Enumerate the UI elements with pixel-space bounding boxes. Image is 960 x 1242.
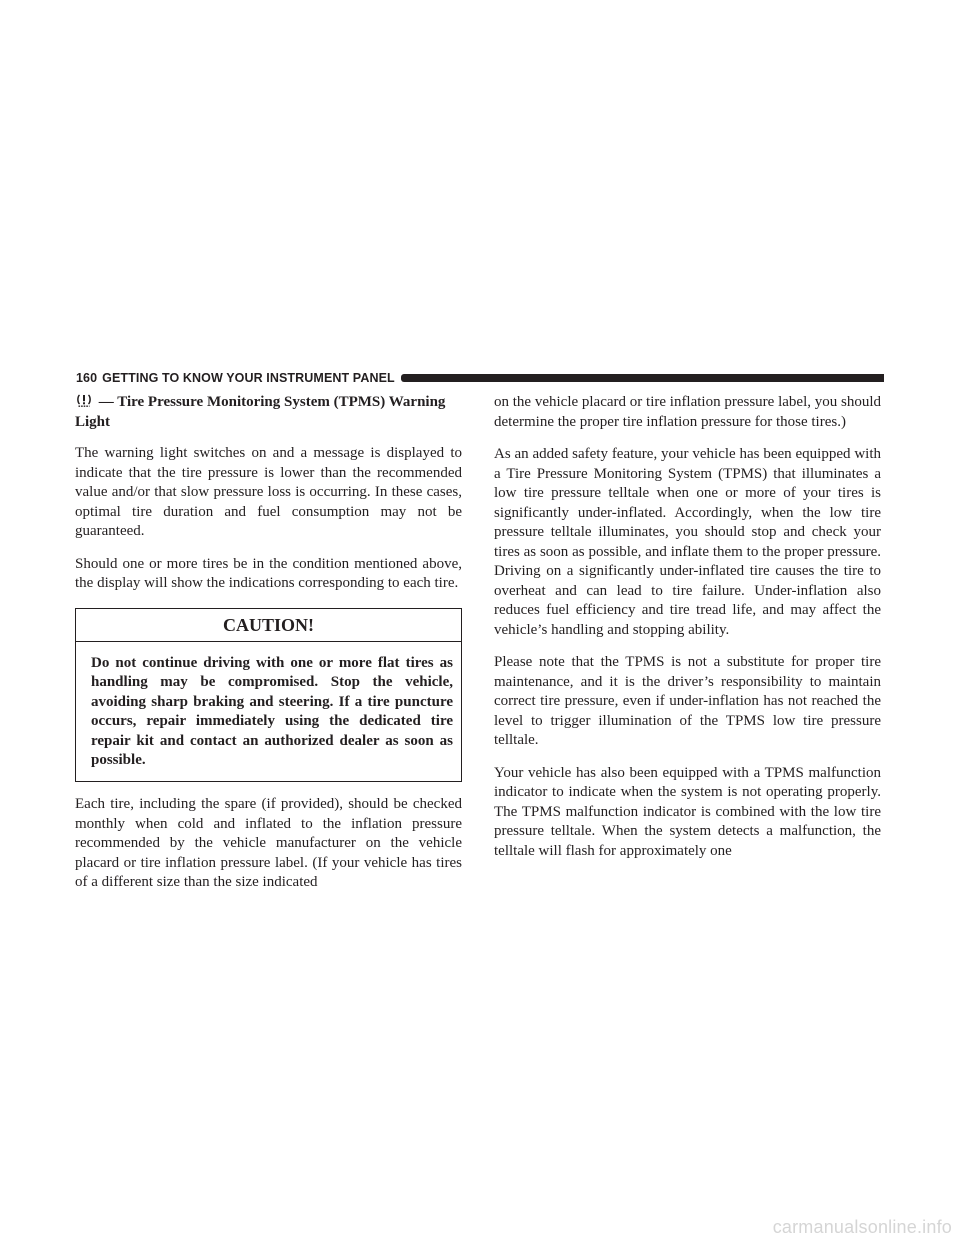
tpms-section-title: — Tire Pressure Monitoring System (TPMS) Warning Light [75, 394, 446, 430]
caution-text: Do not continue driving with one or more flat tires as handling may be compromised. Stop the vehicle, avoiding sharp braking and steering. If a tire puncture occurs, repair immediately using the dedicated tire repair kit and contact an authorized dealer as soon as possible. [91, 654, 453, 769]
paragraph: Your vehicle has also been equipped with a TPMS malfunction indicator to indicate when the system is not operating properly. The TPMS malfunction indicator is combined with the low tire pressure telltale. When the system detects a malfunction, the telltale will flash for approximately one [494, 764, 881, 859]
left-column [75, 393, 462, 906]
tpms-section-heading [75, 393, 462, 432]
paragraph: As an added safety feature, your vehicle has been equipped with a Tire Pressure Monitoring System (TPMS) that illuminates a low tire pressure telltale when one or more of your tires is significantly under-inflated. Accordingly, when the low tire pressure telltale illuminates, you should stop and check your tires as soon as possible, and inflate them to the proper pressure. Driving on a significantly under-inflated tire causes the tire to overheat and can lead to tire failure. Under-inflation also reduces fuel efficiency and tire tread life, and may affect the vehicle’s handling and stopping ability. [494, 446, 881, 638]
page-header [76, 370, 884, 386]
section-title: GETTING TO KNOW YOUR INSTRUMENT PANEL [102, 371, 395, 385]
tpms-warning-icon [75, 393, 93, 408]
paragraph: The warning light switches on and a message is displayed to indicate that the tire pressure is lower than the recommended value and/or that slow pressure loss is occurring. In these cases, optimal tire duration and fuel consumption may not be guaranteed. [75, 445, 462, 539]
paragraph: Should one or more tires be in the condition mentioned above, the display will show the indications corresponding to each tire. [75, 555, 462, 591]
caution-box [75, 608, 462, 783]
paragraph: Each tire, including the spare (if provided), should be checked monthly when cold and inflated to the inflation pressure recommended by the vehicle manufacturer on the vehicle placard or tire inflation pressure label. (If your vehicle has tires of a different size than the size indicated [75, 796, 462, 891]
paragraph: on the vehicle placard or tire inflation pressure label, you should determine the proper tire inflation pressure for those tires.) [494, 394, 881, 430]
caution-title: CAUTION! [76, 609, 461, 642]
watermark: carmanualsonline.info [772, 1217, 952, 1237]
paragraph: Please note that the TPMS is not a substitute for proper tire maintenance, and it is the driver’s responsibility to maintain correct tire pressure, even if under-inflation has not reached the level to trigger illumination of the TPMS low tire pressure telltale. [494, 654, 881, 748]
right-column [494, 393, 881, 874]
page-number: 160 [76, 371, 98, 385]
header-bar [401, 374, 884, 382]
